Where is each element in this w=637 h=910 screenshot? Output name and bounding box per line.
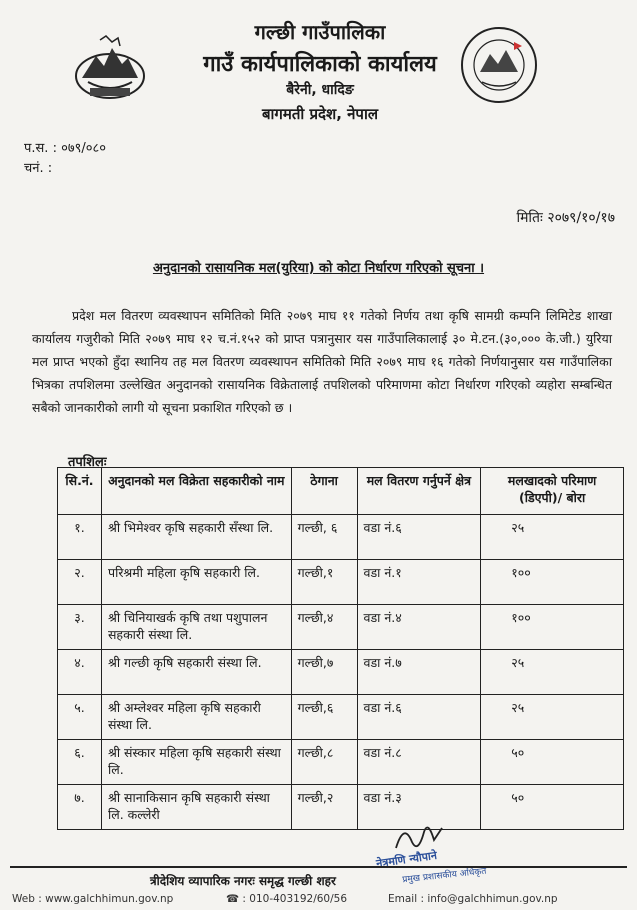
footer-website: Web : www.galchhimun.gov.np [12,893,174,905]
table-row [58,695,624,740]
cell-quantity: २५ [481,515,624,560]
table-row [58,560,624,605]
cell-area: वडा नं.६ [357,695,481,740]
header-location: बैरेनी, धादिङ [286,82,354,98]
cell-address: गल्छी,६ [291,695,357,740]
cell-address: गल्छी,८ [291,740,357,785]
cell-seller-name: परिश्रमी महिला कृषि सहकारी लि. [101,560,291,605]
cell-serial: ६. [58,740,102,785]
cell-serial: ४. [58,650,102,695]
col-header-distribution-area: मल वितरण गर्नुपर्ने क्षेत्र [357,468,481,515]
cell-serial: ३. [58,605,102,650]
cell-quantity: ५० [481,740,624,785]
cell-serial: १. [58,515,102,560]
cell-seller-name: श्री अम्लेश्वर महिला कृषि सहकारी संस्था लि. [101,695,291,740]
header-municipality-name: गल्छी गाउँपालिका [254,20,386,44]
cell-seller-name: श्री संस्कार महिला कृषि सहकारी संस्था लि. [101,740,291,785]
cell-seller-name: श्री भिमेश्वर कृषि सहकारी सँस्था लि. [101,515,291,560]
dispatch-number: चनं. : [24,161,53,176]
cell-address: गल्छी,७ [291,650,357,695]
municipality-logo-icon [458,24,540,106]
table-row [58,605,624,650]
cell-seller-name: श्री सानाकिसान कृषि सहकारी संस्था लि. कल्लेरी [101,785,291,830]
cell-seller-name: श्री गल्छी कृषि सहकारी संस्था लि. [101,650,291,695]
cell-serial: २. [58,560,102,605]
cell-area: वडा नं.४ [357,605,481,650]
notice-subject [0,258,637,276]
cell-serial: ७. [58,785,102,830]
cell-serial: ५. [58,695,102,740]
col-header-quantity: मलखादको परिमाण (डिएपी)/ बोरा [481,468,624,515]
col-header-address: ठेगाना [291,468,357,515]
cell-quantity: २५ [481,695,624,740]
header-office-name: गाउँ कार्यपालिकाको कार्यालय [203,52,437,77]
table-row [58,785,624,830]
notice-date: मितिः २०७९/१०/१७ [516,210,615,226]
cell-quantity: १०० [481,605,624,650]
details-label: तपशिलः [68,455,107,470]
cell-address: गल्छी,१ [291,560,357,605]
cell-quantity: १०० [481,560,624,605]
cell-seller-name: श्री चिनियाखर्क कृषि तथा पशुपालन सहकारी संस्था लि. [101,605,291,650]
subject-text: अनुदानको रासायनिक मल(युरिया) को कोटा निर्धारण गरिएको सूचना । [152,261,485,276]
table-header-row [58,468,624,515]
cell-area: वडा नं.३ [357,785,481,830]
cell-address: गल्छी, ६ [291,515,357,560]
cell-quantity: ५० [481,785,624,830]
cell-address: गल्छी,४ [291,605,357,650]
nepal-emblem-icon [70,34,150,102]
col-header-serial: सि.नं. [58,468,102,515]
cell-area: वडा नं.६ [357,515,481,560]
header-province: बागमती प्रदेश, नेपाल [261,105,379,123]
footer-phone: ☎ : 010-403192/60/56 [226,893,348,905]
cell-quantity: २५ [481,650,624,695]
col-header-seller-name: अनुदानको मल विक्रेता सहकारीको नाम [101,468,291,515]
footer-email: Email : info@galchhimun.gov.np [388,893,558,905]
cell-area: वडा नं.७ [357,650,481,695]
table-row [58,650,624,695]
footer-divider [10,866,627,868]
reference-number: प.स. : ०७९/०८० [24,141,107,156]
cell-address: गल्छी,२ [291,785,357,830]
notice-body: प्रदेश मल वितरण व्यवस्थापन समितिको मिति २०७९ माघ ११ गतेको निर्णय तथा कृषि सामग्री कम्पनि लिमिटेड शाखा कार्यालय गजुरीको मिति २०७९ माघ १२ च.नं.१५२ को प्राप्त पत्रानुसार यस गाउँपालिकालाई ३० मे.टन.(३०,००० के.जी.) युरिया मल प्राप्त भएको हुँदा स्थानिय तह मल वितरण व्यवस्थापन समितिको मिति २०७९ माघ १६ गतेको निर्णयानुसार यस गाउँपालिका भित्रका तपशिलमा उल्लेखित अनुदानको रासायनिक विक्रेतालाई तपशिलको परिमाणमा कोटा निर्धारण गरिएको व्यहोरा सम्बन्धित सबैको जानकारीको लागी यो सूचना प्रकाशित गरिएको छ । [32,308,612,415]
stamp-name: नेत्रमणि न्यौपाने [375,848,438,871]
table-row [58,515,624,560]
quota-table [57,467,624,830]
footer-motto: त्रीदेशिय व्यापारिक नगरः समृद्ध गल्छी शहर [150,874,336,888]
table-row [58,740,624,785]
cell-area: वडा नं.१ [357,560,481,605]
cell-area: वडा नं.८ [357,740,481,785]
stamp-title: प्रमुख प्रशासकीय अधिकृत [401,866,487,886]
